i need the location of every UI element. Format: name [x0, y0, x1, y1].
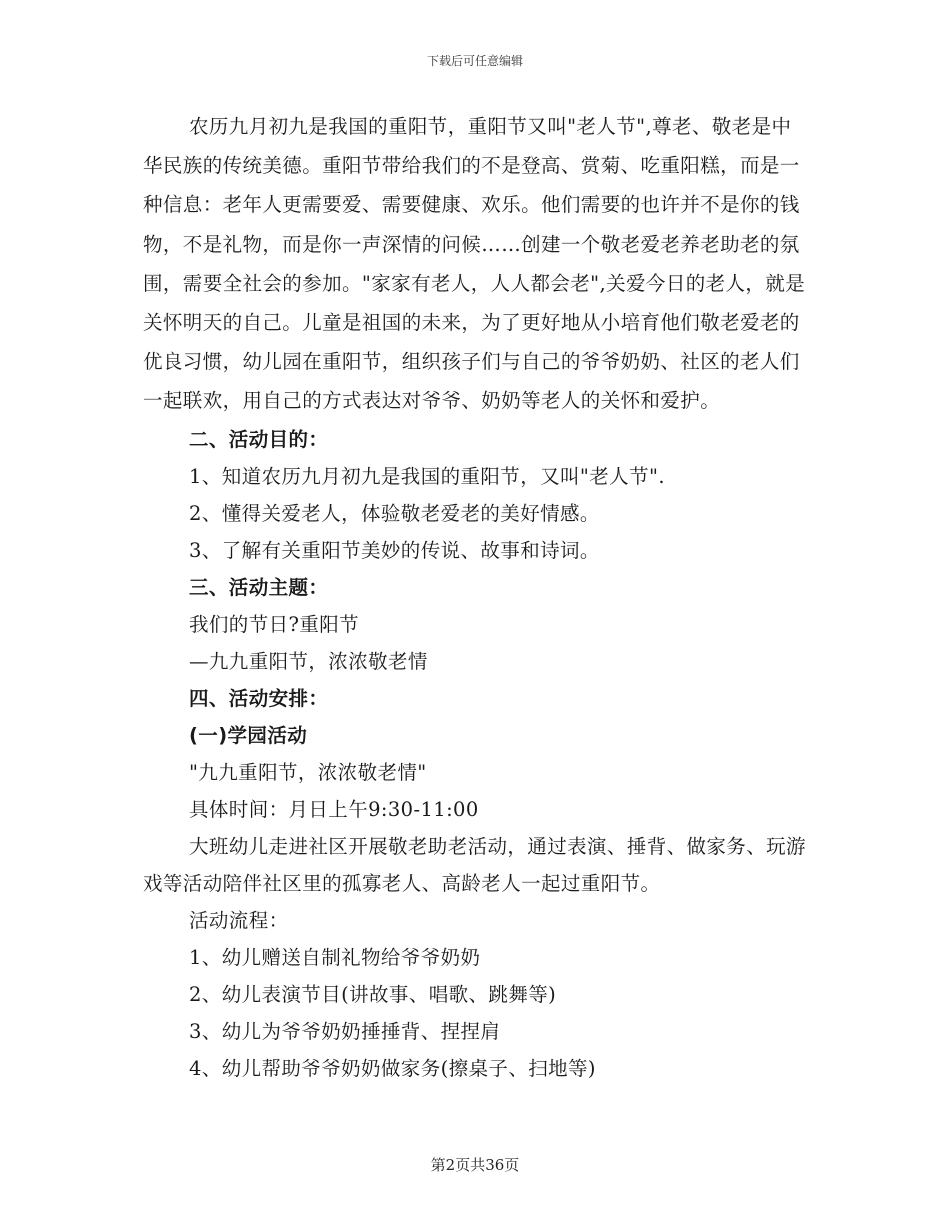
theme-line-1: 我们的节日?重阳节	[189, 612, 360, 636]
goal-item-2: 2、懂得关爱老人，体验敬老爱老的美好情感。	[189, 501, 600, 525]
activity-time: 具体时间：月日上午9:30-11:00	[189, 797, 479, 821]
flow-item-3: 3、幼儿为爷爷奶奶捶捶背、捏捏肩	[189, 1019, 501, 1043]
page-header: 下载后可任意编辑	[426, 54, 523, 68]
document-body	[143, 107, 811, 1087]
activity-title: "九九重阳节，浓浓敬老情"	[189, 760, 427, 784]
flow-label: 活动流程：	[189, 908, 289, 932]
flow-item-2: 2、幼儿表演节目(讲故事、唱歌、跳舞等)	[189, 982, 557, 1006]
intro-section	[143, 107, 811, 421]
section-heading-goals: 二、活动目的：	[189, 427, 329, 451]
flow-item-1: 1、幼儿赠送自制礼物给爷爷奶奶	[189, 945, 481, 969]
flow-item-4: 4、幼儿帮助爷爷奶奶做家务(擦桌子、扫地等)	[189, 1056, 596, 1080]
page-footer: 第2页共36页	[430, 1156, 520, 1174]
intro-paragraph: 农历九月初九是我国的重阳节，重阳节又叫"老人节",尊老、敬老是中华民族的传统美德。重阳节带给我们的不是登高、赏菊、吃重阳糕，而是一种信息：老年人更需要爱、需要健康、欢乐。他们需要的也许并不是你的钱物，不是礼物，而是你一声深情的问候……创建一个敬老爱老养老助老的氛围，需要全社会的参加。"家家有老人，人人都会老",关爱今日的老人，就是关怀明天的自己。儿童是祖国的未来，为了更好地从小培育他们敬老爱老的优良习惯，幼儿园在重阳节，组织孩子们与自己的爷爷奶奶、社区的老人们一起联欢，用自己的方式表达对爷爷、奶奶等老人的关怀和爱护。	[143, 115, 806, 413]
goal-item-3: 3、了解有关重阳节美妙的传说、故事和诗词。	[189, 538, 600, 562]
section-heading-theme: 三、活动主题：	[189, 575, 329, 599]
activity-description: 大班幼儿走进社区开展敬老助老活动，通过表演、捶背、做家务、玩游戏等活动陪伴社区里的孤寡老人、高龄老人一起过重阳节。	[143, 834, 806, 895]
goal-item-1: 1、知道农历九月初九是我国的重阳节，又叫"老人节".	[189, 464, 665, 488]
section-heading-schedule: 四、活动安排：	[189, 686, 329, 710]
theme-line-2: —九九重阳节，浓浓敬老情	[189, 649, 428, 673]
sub-heading-activity: (一)学园活动	[189, 723, 308, 747]
